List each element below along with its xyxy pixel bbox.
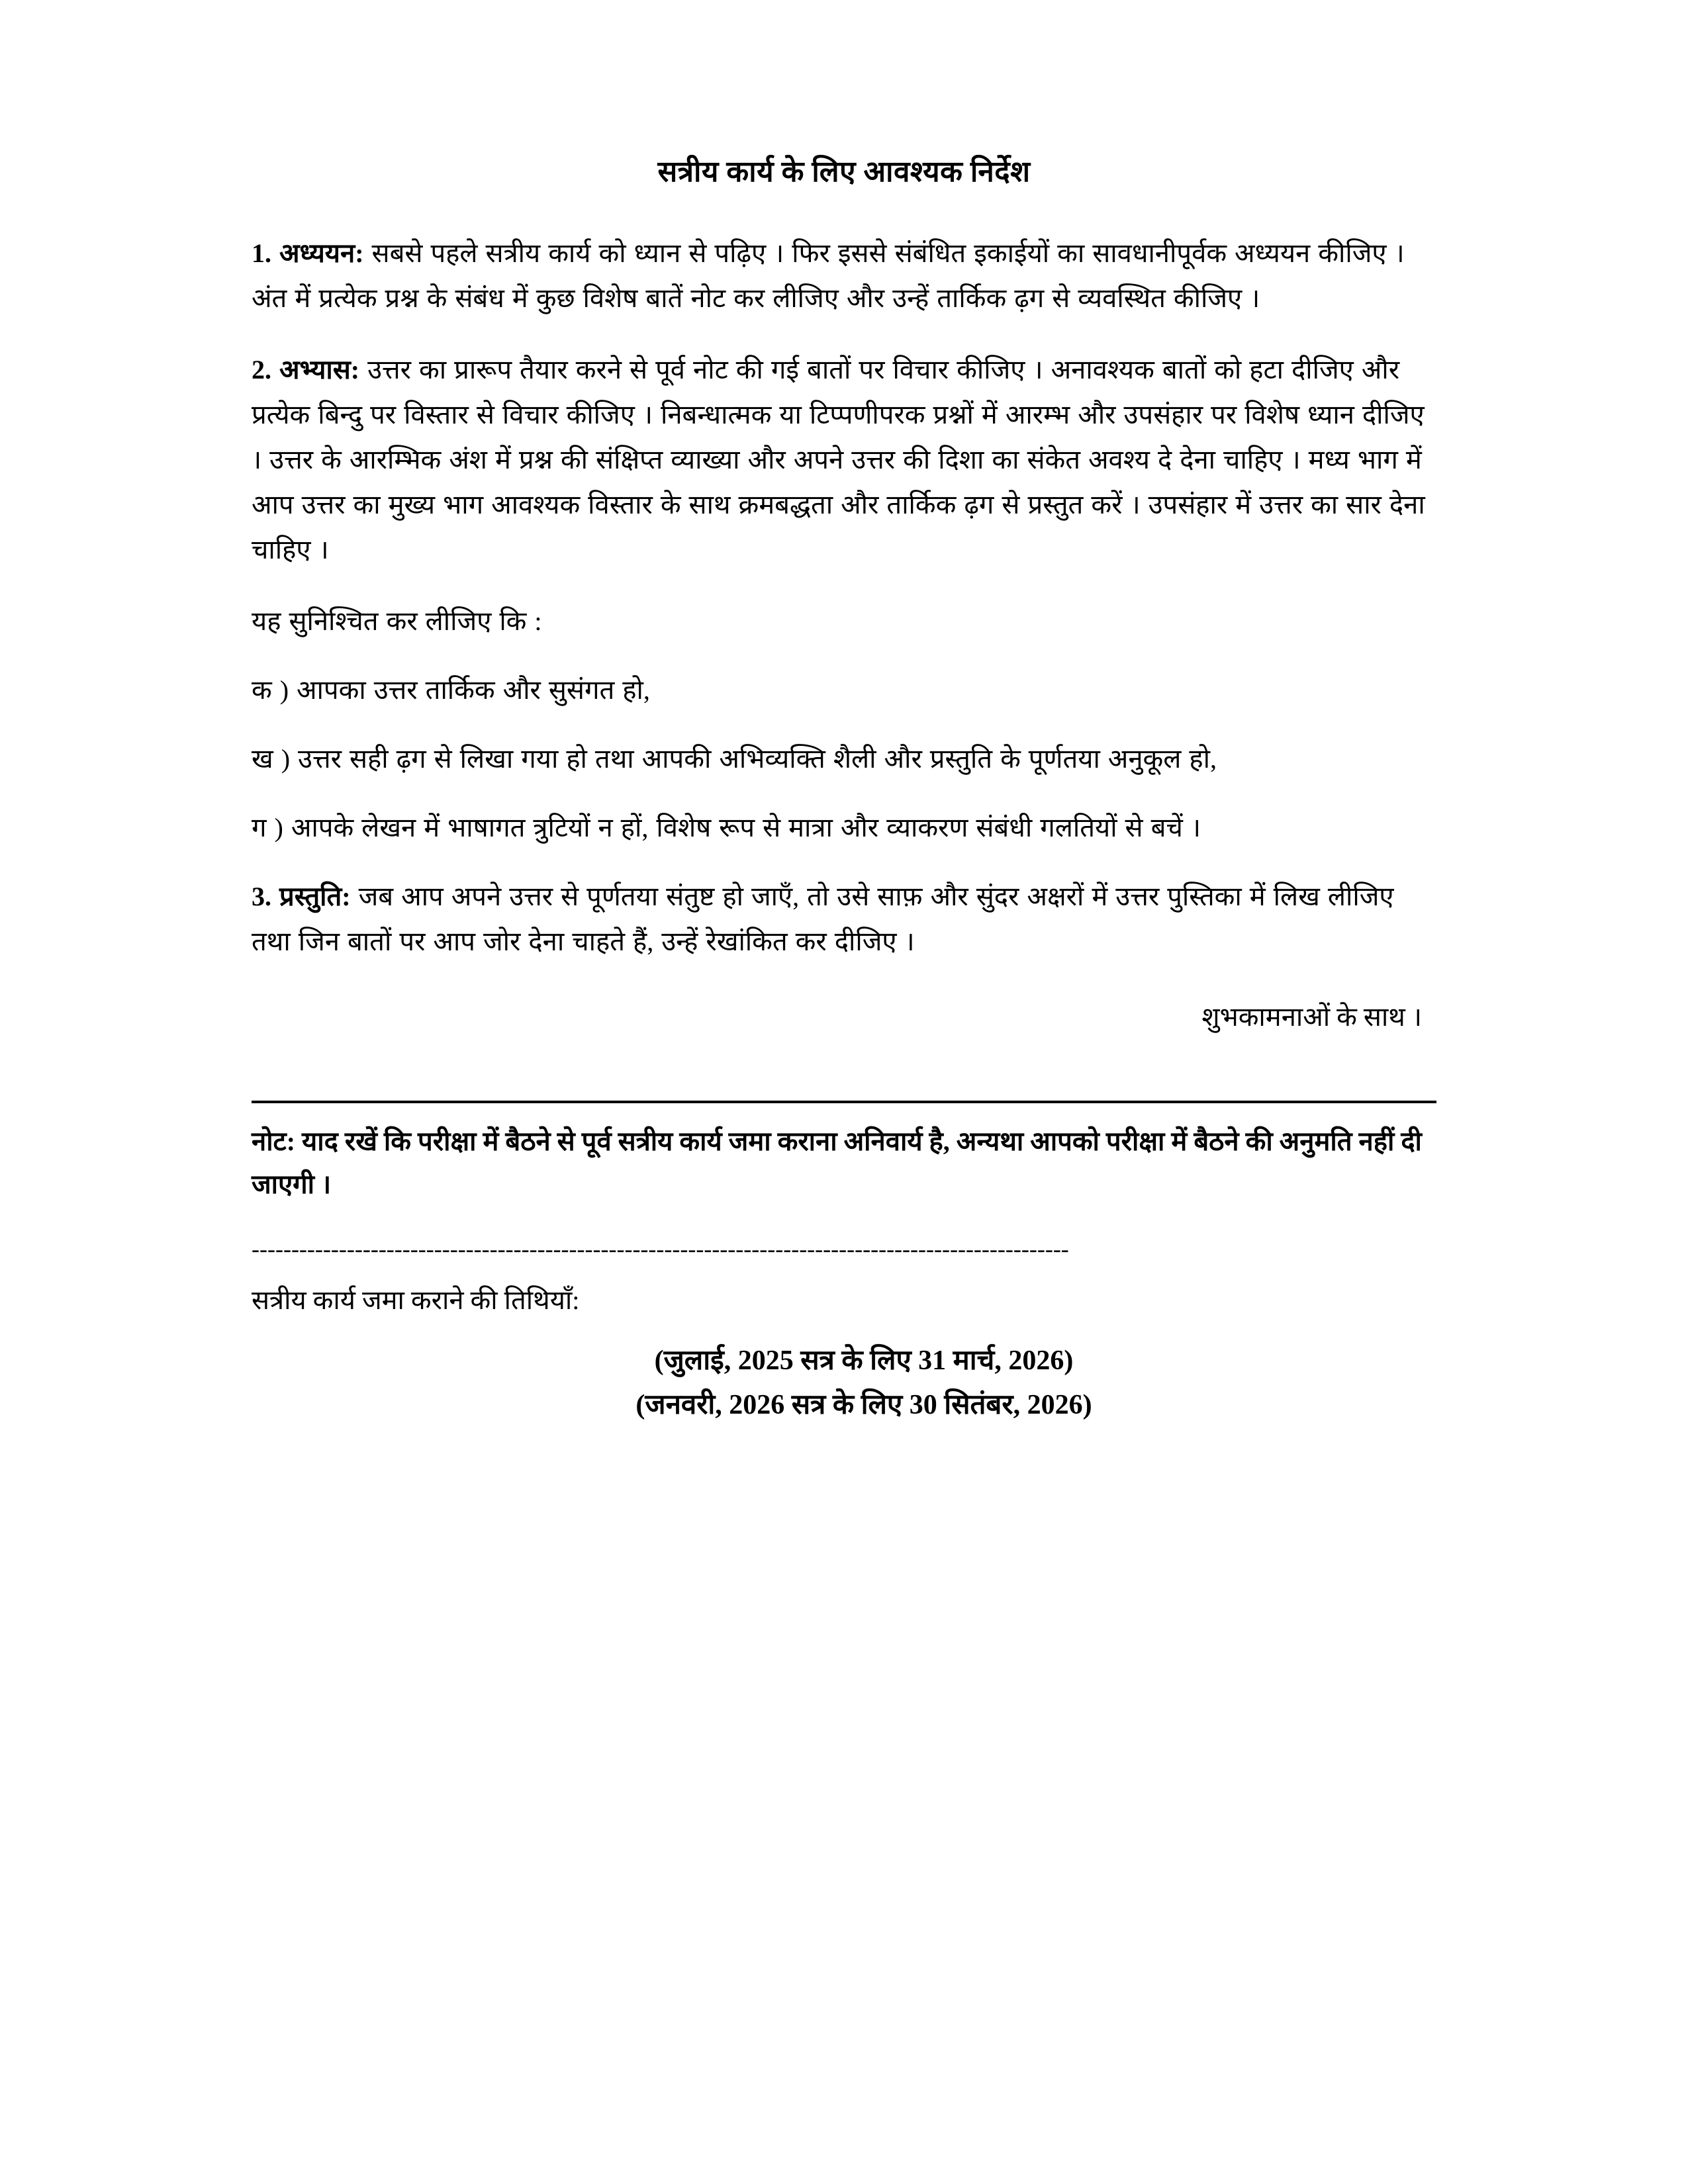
paragraph-prastuti-lead: 3. प्रस्तुति: (252, 882, 351, 911)
dates-heading: सत्रीय कार्य जमा कराने की तिथियाँ: (252, 1285, 580, 1315)
section-divider (252, 1101, 1436, 1103)
checklist-item-kha: ख ) उत्तर सही ढ़ग से लिखा गया हो तथा आपकी अभिव्यक्ति शैली और प्रस्तुति के पूर्णतया अनुकूल हो, (252, 744, 1217, 774)
important-note: नोट: याद रखें कि परीक्षा में बैठने से पूर्व सत्रीय कार्य जमा कराना अनिवार्य है, अन्यथा आपको परीक्षा में बैठने की अनुमति नहीं दी जाएगी । (252, 1126, 1422, 1199)
dashed-separator: ------------------------------------------------------------------------------------------------------- (252, 1236, 1069, 1262)
closing-salutation: शुभकामनाओं के साथ । (1201, 1002, 1422, 1032)
page-title: सत्रीय कार्य के लिए आवश्यक निर्देश (657, 156, 1031, 188)
paragraph-prastuti (252, 874, 1436, 964)
checklist-item-ga: ग ) आपके लेखन में भाषागत त्रुटियों न हों, विशेष रूप से मात्रा और व्याकरण संबंधी गलतियों से बचें । (252, 813, 1201, 842)
paragraph-abhyas (252, 347, 1436, 572)
paragraph-abhyas-text: उत्तर का प्रारूप तैयार करने से पूर्व नोट की गई बातों पर विचार कीजिए । अनावश्यक बातों को हटा दीजिए और प्रत्येक बिन्दु पर विस्तार से विचार कीजिए । निबन्धात्मक या टिप्पणीपरक प्रश्नों में आरम्भ और उपसंहार पर विशेष ध्यान दीजिए । उत्तर के आरम्भिक अंश में प्रश्न की संक्षिप्त व्याख्या और अपने उत्तर की दिशा का संकेत अवश्य दे देना चाहिए । मध्य भाग में आप उत्तर का मुख्य भाग आवश्यक विस्तार के साथ क्रमबद्धता और तार्किक ढ़ग से प्रस्तुत करें । उपसंहार में उत्तर का सार देना चाहिए । (252, 355, 1425, 565)
paragraph-adhyayan-text: सबसे पहले सत्रीय कार्य को ध्यान से पढ़िए । फिर इससे संबंधित इकाईयों का सावधानीपूर्वक अध्ययन कीजिए । अंत में प्रत्येक प्रश्न के संबंध में कुछ विशेष बातें नोट कर लीजिए और उन्हें तार्किक ढ़ग से व्यवस्थित कीजिए । (252, 238, 1405, 313)
paragraph-adhyayan (252, 231, 1436, 321)
paragraph-prastuti-text: जब आप अपने उत्तर से पूर्णतया संतुष्ट हो जाएँ, तो उसे साफ़ और सुंदर अक्षरों में उत्तर पुस्तिका में लिख लीजिए तथा जिन बातों पर आप जोर देना चाहते हैं, उन्हें रेखांकित कर दीजिए । (252, 882, 1394, 956)
submission-dates-list (252, 1339, 1436, 1428)
checklist-item-ka: क ) आपका उत्तर तार्किक और सुसंगत हो, (252, 675, 650, 705)
paragraph-adhyayan-lead: 1. अध्ययन: (252, 238, 364, 268)
paragraph-abhyas-lead: 2. अभ्यास: (252, 355, 360, 385)
submission-date-july-session: (जुलाई, 2025 सत्र के लिए 31 मार्च, 2026) (654, 1345, 1074, 1376)
submission-date-january-session: (जनवरी, 2026 सत्र के लिए 30 सितंबर, 2026) (635, 1389, 1092, 1420)
checklist-intro: यह सुनिश्चित कर लीजिए कि : (252, 606, 542, 636)
